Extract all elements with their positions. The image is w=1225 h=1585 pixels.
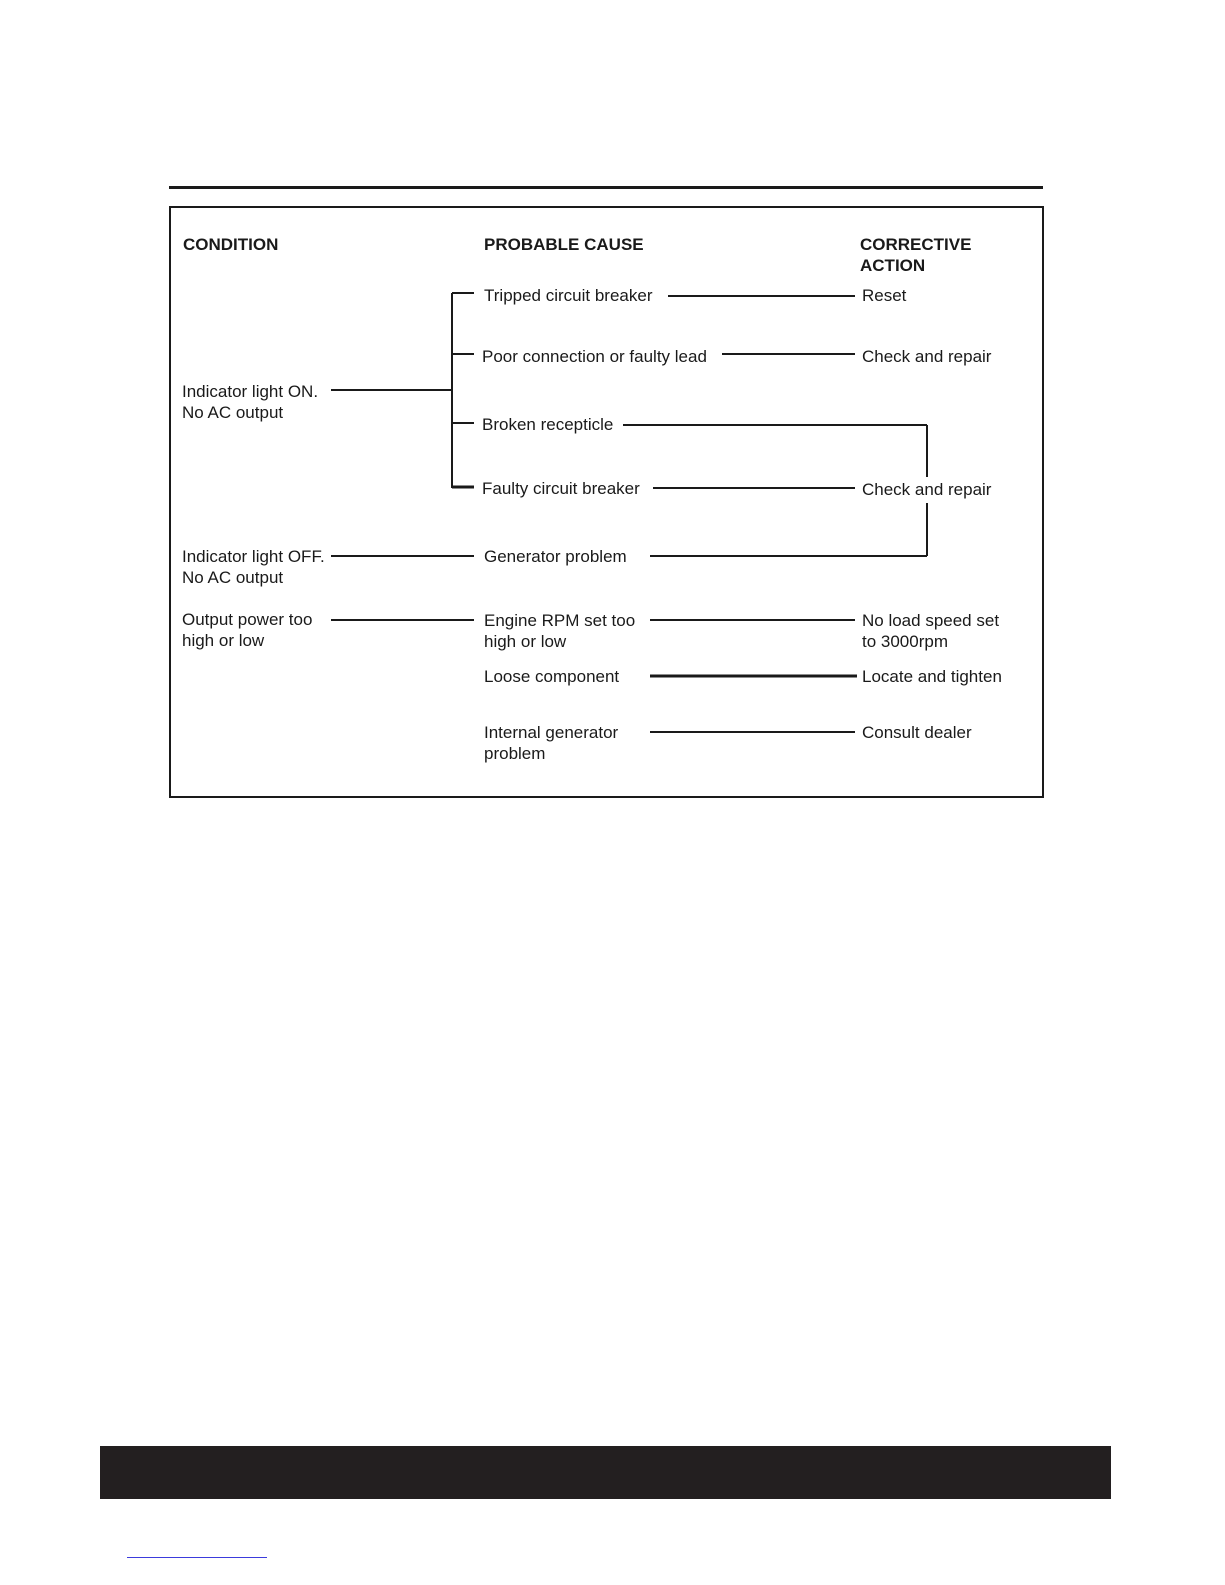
cause-2: Poor connection or faulty lead: [482, 347, 707, 366]
top-rule: [169, 186, 1043, 189]
condition-1: [182, 381, 318, 423]
cause-1: Tripped circuit breaker: [484, 286, 653, 305]
footer-bar: [100, 1446, 1111, 1499]
cause-8-line-1: Internal generator: [484, 723, 619, 742]
condition-2-line-1: Indicator light OFF.: [182, 547, 325, 566]
action-4-line-2: to 3000rpm: [862, 632, 948, 651]
action-2: Check and repair: [862, 347, 992, 366]
header-probable-cause: PROBABLE CAUSE: [484, 235, 644, 254]
condition-2: [182, 546, 325, 588]
cause-6-line-1: Engine RPM set too: [484, 611, 636, 630]
action-4: [862, 610, 999, 652]
header-corrective-action-line-2: ACTION: [860, 256, 926, 275]
cause-5: Generator problem: [484, 547, 627, 566]
header-corrective-action: [860, 234, 971, 276]
action-3: Check and repair: [862, 480, 992, 499]
cause-6-line-2: high or low: [484, 632, 567, 651]
action-6: Consult dealer: [862, 723, 972, 742]
condition-3: [182, 609, 312, 651]
header-corrective-action-line-1: CORRECTIVE: [860, 235, 972, 254]
cause-8: [484, 722, 618, 764]
condition-3-line-2: high or low: [182, 631, 265, 650]
condition-2-line-2: No AC output: [182, 568, 284, 587]
condition-1-line-2: No AC output: [182, 403, 284, 422]
action-4-line-1: No load speed set: [862, 611, 1000, 630]
cause-8-line-2: problem: [484, 744, 546, 763]
condition-3-line-1: Output power too: [182, 610, 313, 629]
cause-7: Loose component: [484, 667, 620, 686]
cause-3: Broken recepticle: [482, 415, 614, 434]
cause-6: [484, 610, 635, 652]
action-1: Reset: [862, 286, 907, 305]
action-5: Locate and tighten: [862, 667, 1002, 686]
header-condition: CONDITION: [183, 235, 279, 254]
condition-1-line-1: Indicator light ON.: [182, 382, 319, 401]
cause-4: Faulty circuit breaker: [482, 479, 640, 498]
bottom-link-underline: [127, 1557, 267, 1558]
